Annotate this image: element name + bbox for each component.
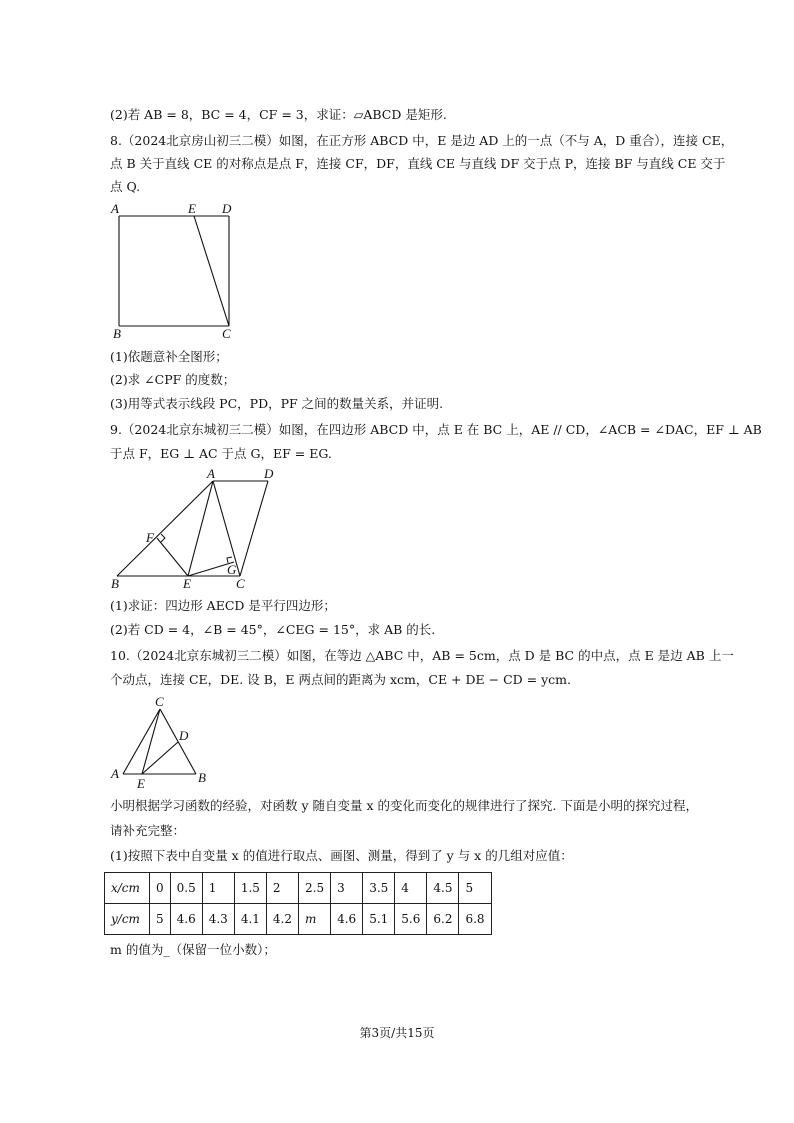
q9-label-B: B <box>111 576 119 591</box>
q9-label-D: D <box>264 466 274 481</box>
q9-label-F: F <box>146 530 154 545</box>
page-number: 第3页/共15页 <box>359 1026 435 1040</box>
q8-stem-line1: 8.（2024北京房山初三二模）如图，在正方形 ABCD 中，E 是边 AD 上的一点（不与 A，D 重合），连接 CE， <box>110 133 734 148</box>
table-cell: 5.6 <box>395 904 427 935</box>
table-cell: 2 <box>266 873 298 904</box>
q9-label-C: C <box>236 576 245 591</box>
q10-stem-line2: 个动点，连接 CE，DE. 设 B，E 两点间的距离为 xcm，CE + DE − CD = ycm. <box>110 672 571 687</box>
q9-part1: (1)求证：四边形 AECD 是平行四边形； <box>110 598 336 613</box>
table-cell: 4.6 <box>331 904 363 935</box>
q10-label-E: E <box>137 776 145 789</box>
q8-label-B: B <box>113 326 121 341</box>
table-cell: 0.5 <box>170 873 202 904</box>
table-cell: 3.5 <box>363 873 395 904</box>
table-cell: 1 <box>202 873 234 904</box>
q8-part3: (3)用等式表示线段 PC，PD，PF 之间的数量关系，并证明. <box>110 396 444 411</box>
table-cell: 0 <box>150 873 171 904</box>
q10-m-prompt: m 的值为_（保留一位小数）； <box>110 942 276 957</box>
q9-figure <box>108 466 283 591</box>
table-row-y <box>105 904 492 935</box>
q10-stem-line1: 10.（2024北京东城初三二模）如图，在等边 △ABC 中，AB = 5cm，点 D 是 BC 的中点，点 E 是边 AB 上一 <box>110 648 734 663</box>
table-cell: 6.2 <box>427 904 459 935</box>
q8-part2: (2)求 ∠CPF 的度数； <box>110 372 236 387</box>
q9-label-A: A <box>207 466 215 481</box>
q9-stem-line2: 于点 F，EG ⊥ AC 于点 G，EF = EG. <box>110 446 332 461</box>
q8-stem-line3: 点 Q. <box>110 179 141 194</box>
q8-label-C: C <box>222 326 231 341</box>
table-cell: y/cm <box>105 904 150 935</box>
q10-label-D: D <box>179 728 189 743</box>
table-cell: 5.1 <box>363 904 395 935</box>
q10-label-C: C <box>155 694 164 709</box>
q9-stem-line1: 9.（2024北京东城初三二模）如图，在四边形 ABCD 中，点 E 在 BC 上，AE // CD，∠ACB = ∠DAC，EF ⊥ AB <box>110 422 762 437</box>
xy-value-table <box>104 872 492 935</box>
q9-part2: (2)若 CD = 4，∠B = 45°，∠CEG = 15°，求 AB 的长. <box>110 622 436 637</box>
q10-figure <box>108 694 218 789</box>
q10-desc-line1: 小明根据学习函数的经验，对函数 y 随自变量 x 的变化而变化的规律进行了探究. 下面是小明的探究过程， <box>110 798 698 813</box>
table-cell: x/cm <box>105 873 150 904</box>
q10-desc-line2: 请补充完整： <box>110 823 186 838</box>
table-row-x <box>105 873 492 904</box>
q7-part2: (2)若 AB = 8，BC = 4，CF = 3，求证：▱ABCD 是矩形. <box>110 107 447 122</box>
table-cell: 4 <box>395 873 427 904</box>
table-cell: 5 <box>459 873 491 904</box>
q9-label-G: G <box>227 562 237 577</box>
table-cell: 4.6 <box>170 904 202 935</box>
table-cell: m <box>299 904 331 935</box>
q8-label-A: A <box>111 201 119 216</box>
q8-figure <box>108 198 248 343</box>
table-cell: 5 <box>150 904 171 935</box>
q10-label-A: A <box>111 766 119 781</box>
q8-stem-line2: 点 B 关于直线 CE 的对称点是点 F，连接 CF，DF，直线 CE 与直线 DF 交于点 P，连接 BF 与直线 CE 交于 <box>110 156 726 171</box>
table-cell: 4.5 <box>427 873 459 904</box>
q10-part1: (1)按照下表中自变量 x 的值进行取点、画图、测量，得到了 y 与 x 的几组对应值： <box>110 848 573 863</box>
q9-label-E: E <box>183 576 191 591</box>
table-cell: 3 <box>331 873 363 904</box>
table-cell: 4.2 <box>266 904 298 935</box>
q8-label-E: E <box>188 201 196 216</box>
q8-part1: (1)依题意补全图形； <box>110 349 228 364</box>
table-cell: 2.5 <box>299 873 331 904</box>
table-cell: 1.5 <box>234 873 266 904</box>
table-cell: 6.8 <box>459 904 491 935</box>
q10-label-B: B <box>198 770 206 785</box>
q8-label-D: D <box>222 201 232 216</box>
table-cell: 4.1 <box>234 904 266 935</box>
table-cell: 4.3 <box>202 904 234 935</box>
